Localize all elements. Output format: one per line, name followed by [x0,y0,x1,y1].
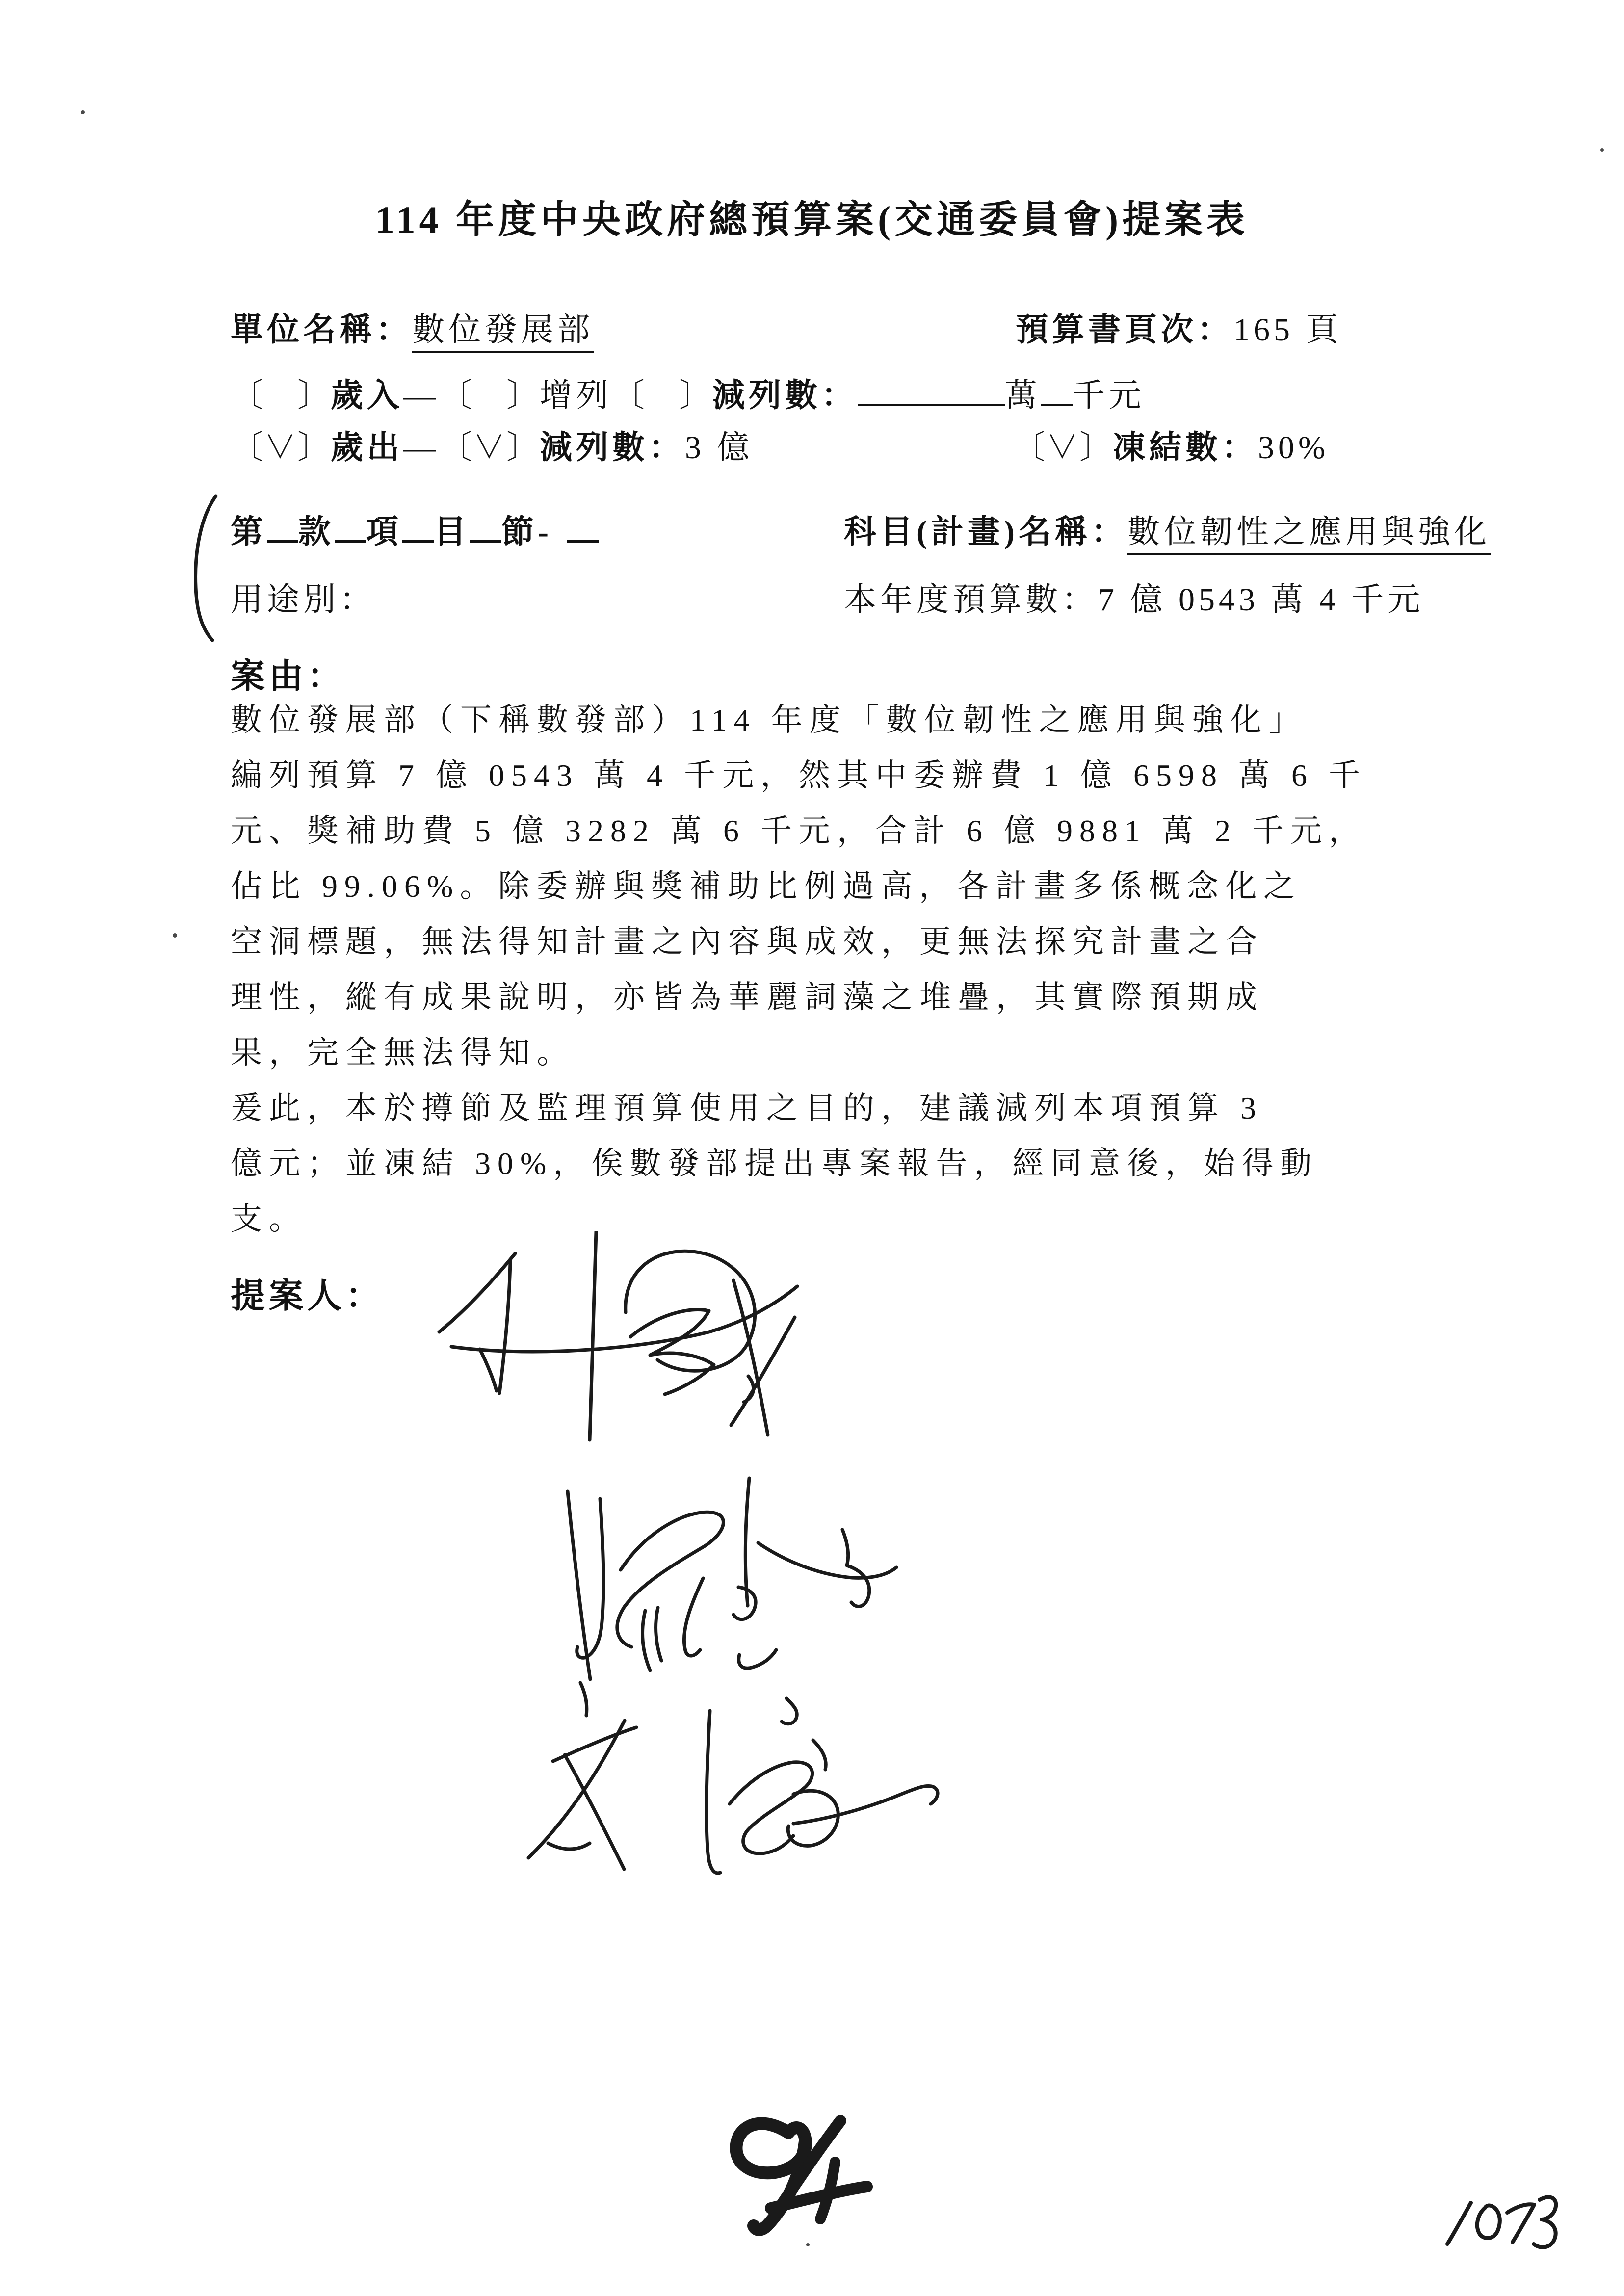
clause-row [231,505,1585,552]
blank-underline [1041,375,1073,406]
annual-budget-group [844,573,1424,620]
blank-underline [335,512,366,543]
freeze-checkbox-checked: 〔∨〕 [1013,430,1113,466]
handwritten-page-number [714,2102,886,2244]
case-line: 果，完全無法得知。 [231,1035,575,1070]
meta-row [231,303,1555,350]
handwritten-corner-note [1433,2192,1570,2256]
corner-note-strokes [1447,2197,1556,2247]
category-label: 科目(計畫)名稱： [844,514,1127,550]
scan-speck [1600,148,1604,152]
usage-label: 用途別： [231,582,376,618]
expenditure-left-group [231,430,754,466]
scan-speck [173,933,177,938]
page-title: 114 年度中央政府總預算案(交通委員會)提案表 [375,198,1249,241]
signature-strokes [568,1478,896,1679]
blank-underline [470,512,501,543]
case-line: 理性，縱有成果說明，亦皆為華麗詞藻之堆疊，其實際預期成 [231,980,1264,1015]
cut-value: 3 億 [685,430,754,466]
freeze-group [1013,421,1329,468]
annual-budget-label: 本年度預算數： [844,582,1098,618]
case-line: 編列預算 7 億 0543 萬 4 千元，然其中委辦費 1 億 6598 萬 6 千 [231,758,1367,793]
blank-underline [858,375,1005,406]
unit-wan: 萬 [1005,378,1041,414]
category-value: 數位韌性之應用與強化 [1127,514,1491,555]
case-line: 億元；並凍結 30%，俟數發部提出專案報告，經同意後，始得動 [231,1146,1319,1181]
case-line: 佔比 99.06%。除委辦與獎補助比例過高，各計畫多係概念化之 [231,869,1302,904]
freeze-value: 30% [1258,430,1329,466]
increase-checkbox: 〔 〕 [440,378,540,414]
page-number-strokes [736,2121,867,2230]
case-heading: 案由： [231,658,345,696]
category-group [844,505,1491,552]
case-line: 數位發展部（下稱數發部）114 年度「數位韌性之應用與強化」 [231,703,1307,737]
cut-checkbox-checked: 〔∨〕 [440,430,540,466]
usage-row [231,573,1585,620]
scan-speck [81,110,85,114]
blank-underline [567,512,599,543]
clause-kuan: 款 [298,514,335,550]
increase-label: 增列 [540,378,612,414]
clause-group [231,514,599,550]
unit-qianyuan: 千元 [1073,378,1145,414]
unit-name-value: 數位發展部 [412,312,594,353]
signature-strokes [439,1231,797,1440]
scan-speck [806,2243,810,2246]
blank-underline [267,512,298,543]
signature-3 [518,1680,949,1896]
case-line: 爰此，本於撙節及監理預算使用之目的，建議減列本項預算 3 [231,1091,1263,1125]
decrease-checkbox: 〔 〕 [612,378,712,414]
proposer-signature-1 [432,1231,814,1442]
case-line: 空洞標題，無法得知計畫之內容與成效，更無法探究計畫之合 [231,924,1264,959]
budget-page-label: 預算書頁次： [1016,312,1233,348]
cut-label: 減列數： [540,430,685,466]
freeze-label: 凍結數： [1113,430,1258,466]
decrease-label: 減列數： [712,378,858,414]
blank-underline [402,512,434,543]
case-line: 元、獎補助費 5 億 3282 萬 6 千元，合計 6 億 9881 萬 2 千元， [231,813,1367,848]
budget-page-value: 165 頁 [1233,312,1342,348]
revenue-label: 歲入 [331,378,403,414]
case-line: 支。 [231,1201,307,1236]
revenue-checkbox: 〔 〕 [231,378,331,414]
signature-2 [527,1464,920,1683]
revenue-row [231,369,1145,416]
expenditure-label: 歲出 [331,430,403,466]
dash: — [403,430,440,466]
annual-budget-value: 7 億 0543 萬 4 千元 [1098,582,1424,618]
unit-name-group [231,312,594,353]
left-brace-mark [190,493,225,645]
signature-strokes [528,1683,938,1873]
unit-name-label: 單位名稱： [231,312,412,348]
expenditure-row [231,421,1555,468]
dash: — [403,378,440,414]
expenditure-checkbox-checked: 〔∨〕 [231,430,331,466]
clause-mu: 目 [434,514,470,550]
clause-jie: 節- [501,514,552,550]
clause-xiang: 項 [366,514,402,550]
clause-di: 第 [231,514,267,550]
proposer-label: 提案人： [231,1278,384,1315]
budget-page-group [1016,303,1342,350]
